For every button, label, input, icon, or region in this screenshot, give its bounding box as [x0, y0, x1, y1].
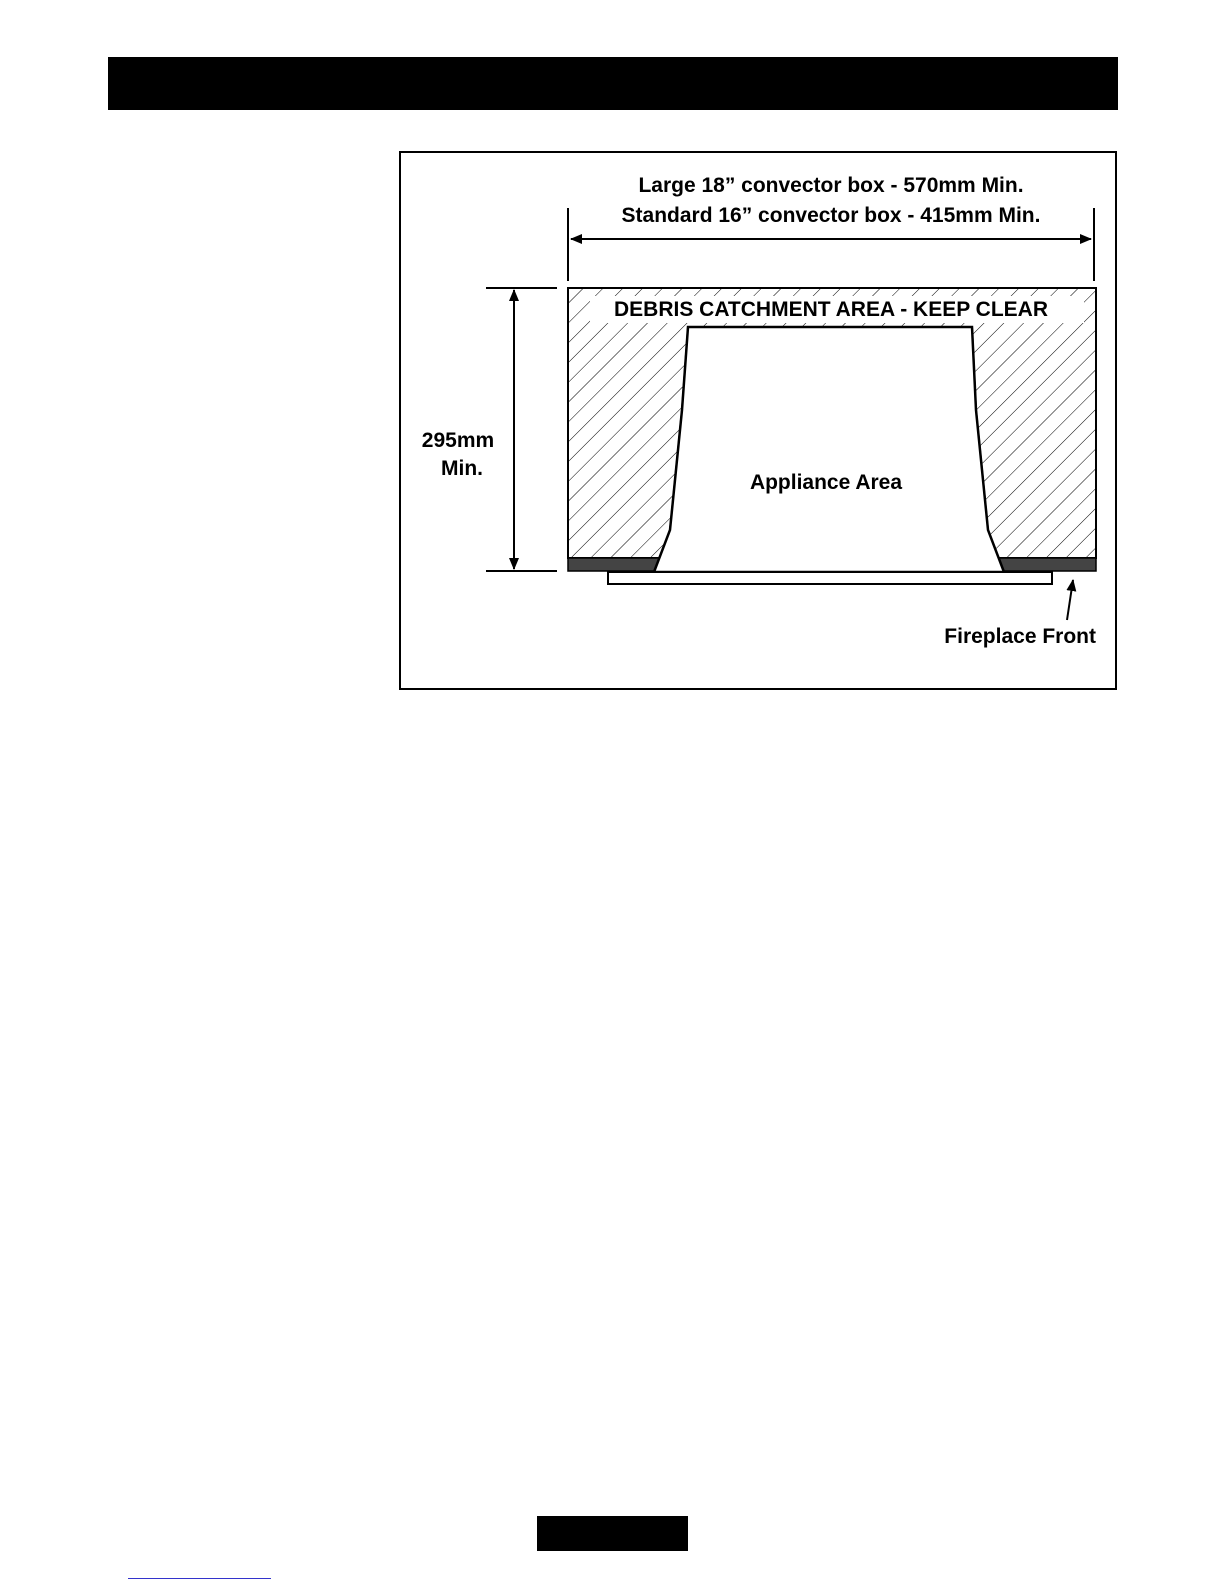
depth-label-line1: 295mm	[421, 429, 495, 452]
footer-link-underline	[128, 1578, 271, 1579]
hearth-strip-right	[998, 558, 1096, 571]
width-label-large: Large 18” convector box - 570mm Min.	[638, 174, 1024, 197]
hearth-strip-left	[568, 558, 660, 571]
fireplace-front-label: Fireplace Front	[944, 625, 1096, 648]
depth-label-line2: Min.	[441, 457, 483, 480]
appliance-base-plate	[608, 572, 1052, 584]
width-label-standard: Standard 16” convector box - 415mm Min.	[621, 204, 1041, 227]
footer-page-bar	[537, 1516, 688, 1551]
fireplace-front-pointer	[1067, 580, 1073, 620]
appliance-area-label: Appliance Area	[749, 471, 903, 494]
appliance-outline	[654, 327, 1004, 572]
debris-label: DEBRIS CATCHMENT AREA - KEEP CLEAR	[613, 298, 1049, 321]
